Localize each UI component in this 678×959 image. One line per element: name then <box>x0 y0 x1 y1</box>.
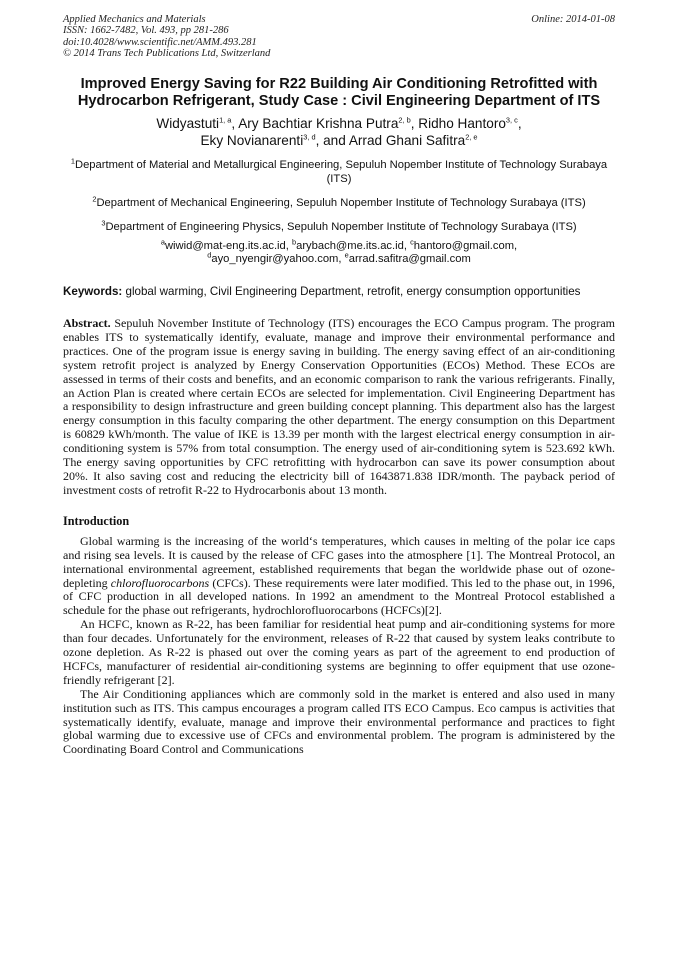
author: Ridho Hantoro$^{3, c}$, <box>418 115 522 131</box>
intro-paragraph-2: An HCFC, known as R-22, has been familiar for residential heat pump and air-conditioning systems for more than four decades. Unfortunately for the environment, releases of R-22 that caused by system leaks contribute to ozone depletion. As R-22 is phased out over the coming years as part of the agreement to end production of HCFCs, manufacturer of residential air-conditioning systems are beginning to offer equipment that use ozone-friendly refrigerant [2]. <box>63 617 615 687</box>
email: $^c$hantoro@gmail.com, <box>410 237 518 252</box>
email-list <box>63 237 615 267</box>
journal-name: Applied Mechanics and Materials <box>63 14 206 25</box>
issn-line: ISSN: 1662-7482, Vol. 493, pp 281-286 <box>63 25 229 37</box>
email: $^d$ayo_nyengir@yahoo.com, <box>207 250 345 266</box>
author: Arrad Ghani Safitra$^{2, e}$ <box>348 132 478 149</box>
journal-header <box>63 14 615 60</box>
author: Ary Bachtiar Krishna Putra$^{2, b}$, <box>238 115 419 131</box>
email: $^a$wiwid@mat-eng.its.ac.id, <box>160 237 292 252</box>
paper-page <box>63 14 615 757</box>
affiliation: $^3$Department of Engineering Physics, Sepuluh Nopember Institute of Technology Surabaya (ITS) <box>101 218 577 233</box>
intro-paragraph-1: Global warming is the increasing of the world‘s temperatures, which causes in melting of the polar ice caps and rising sea levels. It is caused by the release of CFC gases into the atmosphere [1]. The Montreal Protocol, an international environmental agreement, established requirements that began the worldwide phase out of ozone-depleting chlorofluorocarbons (CFCs). These requirements were later modified. This led to the phase out, in 1996, of CFC production in all developed nations. In 1992 an amendment to the Montreal Protocol established a schedule for the phase out refrigerants, hydrochlorofluorocarbons (HCFCs)[2]. <box>63 533 616 618</box>
copyright-line: © 2014 Trans Tech Publications Ltd, Switzerland <box>63 48 271 60</box>
author: Eky Novianarenti$^{3, d}$, and <box>200 132 349 149</box>
online-date: Online: 2014-01-08 <box>531 14 615 25</box>
abstract-text: Sepuluh November Institute of Technology (ITS) encourages the ECO Campus program. The program enables ITS to systematically identify, evaluate, manage and improve their environmental performance and practices. One of the program issue is energy saving in building. The energy saving effect of an air-conditioning system retrofit project is analyzed by Energy Conservation Opportunities (ECOs) Method. These ECOs are assessed in terms of their costs and benefits, and an economic comparison to rank the various refrigerants. Finally, an Action Plan is created where certain ECOs are selected for implementation. Civil Engineering Department has a responsibility to design infrastructure and green building concept planning. This department also has the largest energy consumption in this faculty comparing the other department. The energy consumption on this Department is 60829 kWh/month. The value of IKE is 13.39 per month with the largest electrical energy consumption in air-conditioning system is 57% from total consumption. The energy used of air-conditioning sytem is 523.692 kWh. The energy saving opportunities by CFC retrofitting with hydrocarbon can save its power consumption about 20%. It also saving cost and reducing the electricity bill of 1643871.838 IDR/month. The payback period of investment costs of retrofit R-22 to Hydrocarbonis about 13 month. <box>63 316 615 497</box>
author: Widyastuti$^{1, a}$, <box>156 115 239 131</box>
email: $^e$arrad.safitra@gmail.com <box>344 250 471 266</box>
abstract-label: Abstract. <box>63 316 111 330</box>
email: $^b$arybach@me.its.ac.id, <box>291 237 411 252</box>
keywords-text: global warming, Civil Engineering Department, retrofit, energy consumption opportunities <box>125 285 581 298</box>
author-list <box>63 115 615 150</box>
affiliation: $^1$Department of Material and Metallurgical Engineering, Sepuluh Nopember Institute of Technology Surabaya (ITS) <box>70 156 608 185</box>
paper-title: Improved Energy Saving for R22 Building Air Conditioning Retrofitted with Hydrocarbon Refrigerant, Study Case : Civil Engineering Department of ITS <box>77 75 601 110</box>
intro-paragraph-3: The Air Conditioning appliances which are commonly sold in the market is entered and also used in many institution such as ITS. This campus encourages a program called ITS ECO Campus. Eco campus is activities that systematically identify, evaluate, manage and improve their environmental performance and practices to fight global warming due to excessive use of CFCs and environmental problem. The program is administered by the Coordinating Board Control and Communications <box>63 686 615 757</box>
doi-line: doi:10.4028/www.scientific.net/AMM.493.281 <box>63 36 257 48</box>
affiliation: $^2$Department of Mechanical Engineering, Sepuluh Nopember Institute of Technology Surabaya (ITS) <box>92 194 586 209</box>
keywords <box>63 285 615 299</box>
section-heading-introduction: Introduction <box>63 513 130 528</box>
abstract <box>63 317 615 498</box>
keywords-label: Keywords: <box>63 285 123 298</box>
